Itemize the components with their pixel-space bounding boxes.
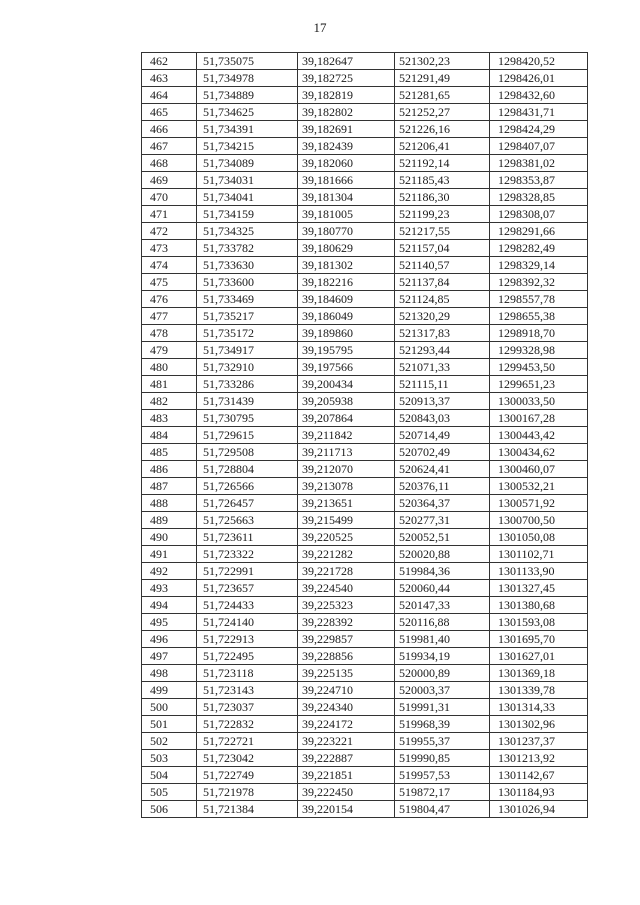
cell-y-coordinate: 1301380,68: [490, 597, 588, 614]
table-row: [142, 478, 588, 495]
cell-latitude: 51,732910: [197, 359, 298, 376]
cell-longitude: 39,213078: [298, 478, 395, 495]
cell-point-number: 485: [142, 444, 197, 461]
cell-y-coordinate: 1298918,70: [490, 325, 588, 342]
cell-point-number: 477: [142, 308, 197, 325]
cell-y-coordinate: 1300167,28: [490, 410, 588, 427]
cell-latitude: 51,723118: [197, 665, 298, 682]
cell-y-coordinate: 1299651,23: [490, 376, 588, 393]
cell-y-coordinate: 1298407,07: [490, 138, 588, 155]
cell-point-number: 497: [142, 648, 197, 665]
cell-y-coordinate: 1298353,87: [490, 172, 588, 189]
cell-longitude: 39,182819: [298, 87, 395, 104]
cell-y-coordinate: 1301133,90: [490, 563, 588, 580]
cell-latitude: 51,721384: [197, 801, 298, 818]
cell-y-coordinate: 1301627,01: [490, 648, 588, 665]
cell-point-number: 495: [142, 614, 197, 631]
cell-latitude: 51,735075: [197, 53, 298, 70]
cell-longitude: 39,228392: [298, 614, 395, 631]
cell-x-coordinate: 521186,30: [395, 189, 490, 206]
cell-latitude: 51,722913: [197, 631, 298, 648]
table-row: [142, 427, 588, 444]
cell-x-coordinate: 519934,19: [395, 648, 490, 665]
cell-latitude: 51,722749: [197, 767, 298, 784]
table-row: [142, 155, 588, 172]
cell-latitude: 51,725663: [197, 512, 298, 529]
cell-x-coordinate: 521071,33: [395, 359, 490, 376]
cell-x-coordinate: 521115,11: [395, 376, 490, 393]
cell-y-coordinate: 1298557,78: [490, 291, 588, 308]
cell-y-coordinate: 1301184,93: [490, 784, 588, 801]
cell-point-number: 503: [142, 750, 197, 767]
cell-latitude: 51,734391: [197, 121, 298, 138]
cell-point-number: 483: [142, 410, 197, 427]
table-row: [142, 750, 588, 767]
cell-latitude: 51,723322: [197, 546, 298, 563]
cell-point-number: 470: [142, 189, 197, 206]
cell-longitude: 39,225323: [298, 597, 395, 614]
table-row: [142, 580, 588, 597]
cell-longitude: 39,195795: [298, 342, 395, 359]
cell-point-number: 501: [142, 716, 197, 733]
cell-point-number: 500: [142, 699, 197, 716]
cell-point-number: 468: [142, 155, 197, 172]
cell-x-coordinate: 520020,88: [395, 546, 490, 563]
cell-longitude: 39,182802: [298, 104, 395, 121]
cell-y-coordinate: 1298420,52: [490, 53, 588, 70]
cell-latitude: 51,735172: [197, 325, 298, 342]
cell-latitude: 51,733630: [197, 257, 298, 274]
cell-y-coordinate: 1300460,07: [490, 461, 588, 478]
cell-x-coordinate: 521206,41: [395, 138, 490, 155]
cell-longitude: 39,223221: [298, 733, 395, 750]
cell-x-coordinate: 521124,85: [395, 291, 490, 308]
table-row: [142, 393, 588, 410]
table-row: [142, 410, 588, 427]
cell-point-number: 498: [142, 665, 197, 682]
table-row: [142, 291, 588, 308]
cell-latitude: 51,733782: [197, 240, 298, 257]
table-row: [142, 699, 588, 716]
cell-point-number: 482: [142, 393, 197, 410]
cell-longitude: 39,224540: [298, 580, 395, 597]
cell-latitude: 51,730795: [197, 410, 298, 427]
cell-latitude: 51,722721: [197, 733, 298, 750]
cell-y-coordinate: 1298282,49: [490, 240, 588, 257]
cell-y-coordinate: 1301369,18: [490, 665, 588, 682]
cell-longitude: 39,224340: [298, 699, 395, 716]
cell-latitude: 51,734325: [197, 223, 298, 240]
table-row: [142, 325, 588, 342]
cell-x-coordinate: 519990,85: [395, 750, 490, 767]
cell-y-coordinate: 1300443,42: [490, 427, 588, 444]
cell-x-coordinate: 519968,39: [395, 716, 490, 733]
page-number: 17: [313, 20, 327, 35]
table-row: [142, 172, 588, 189]
cell-x-coordinate: 521137,84: [395, 274, 490, 291]
cell-latitude: 51,726566: [197, 478, 298, 495]
cell-latitude: 51,724140: [197, 614, 298, 631]
table-row: [142, 563, 588, 580]
cell-longitude: 39,181005: [298, 206, 395, 223]
table-row: [142, 87, 588, 104]
cell-longitude: 39,181302: [298, 257, 395, 274]
table-row: [142, 461, 588, 478]
cell-latitude: 51,734978: [197, 70, 298, 87]
cell-longitude: 39,200434: [298, 376, 395, 393]
table-row: [142, 308, 588, 325]
cell-longitude: 39,221851: [298, 767, 395, 784]
cell-longitude: 39,182439: [298, 138, 395, 155]
cell-x-coordinate: 520714,49: [395, 427, 490, 444]
table-row: [142, 121, 588, 138]
cell-x-coordinate: 520364,37: [395, 495, 490, 512]
cell-longitude: 39,181666: [298, 172, 395, 189]
cell-x-coordinate: 520376,11: [395, 478, 490, 495]
cell-longitude: 39,229857: [298, 631, 395, 648]
cell-y-coordinate: 1300434,62: [490, 444, 588, 461]
cell-point-number: 466: [142, 121, 197, 138]
cell-latitude: 51,734889: [197, 87, 298, 104]
cell-latitude: 51,724433: [197, 597, 298, 614]
cell-longitude: 39,228856: [298, 648, 395, 665]
cell-y-coordinate: 1300532,21: [490, 478, 588, 495]
table-row: [142, 240, 588, 257]
cell-point-number: 467: [142, 138, 197, 155]
cell-y-coordinate: 1299453,50: [490, 359, 588, 376]
cell-longitude: 39,221282: [298, 546, 395, 563]
cell-longitude: 39,182725: [298, 70, 395, 87]
cell-point-number: 493: [142, 580, 197, 597]
table-row: [142, 189, 588, 206]
table-row: [142, 512, 588, 529]
cell-y-coordinate: 1298291,66: [490, 223, 588, 240]
table-row: [142, 767, 588, 784]
cell-longitude: 39,182216: [298, 274, 395, 291]
cell-longitude: 39,211842: [298, 427, 395, 444]
cell-y-coordinate: 1301213,92: [490, 750, 588, 767]
cell-longitude: 39,213651: [298, 495, 395, 512]
cell-latitude: 51,734159: [197, 206, 298, 223]
cell-y-coordinate: 1298432,60: [490, 87, 588, 104]
cell-point-number: 478: [142, 325, 197, 342]
cell-point-number: 489: [142, 512, 197, 529]
cell-latitude: 51,723042: [197, 750, 298, 767]
cell-point-number: 486: [142, 461, 197, 478]
cell-point-number: 472: [142, 223, 197, 240]
cell-point-number: 491: [142, 546, 197, 563]
cell-longitude: 39,182060: [298, 155, 395, 172]
cell-point-number: 499: [142, 682, 197, 699]
cell-point-number: 473: [142, 240, 197, 257]
cell-point-number: 462: [142, 53, 197, 70]
cell-latitude: 51,733286: [197, 376, 298, 393]
cell-longitude: 39,224710: [298, 682, 395, 699]
cell-point-number: 476: [142, 291, 197, 308]
cell-point-number: 504: [142, 767, 197, 784]
cell-point-number: 469: [142, 172, 197, 189]
cell-longitude: 39,222450: [298, 784, 395, 801]
cell-y-coordinate: 1301302,96: [490, 716, 588, 733]
cell-x-coordinate: 521217,55: [395, 223, 490, 240]
cell-longitude: 39,197566: [298, 359, 395, 376]
cell-point-number: 474: [142, 257, 197, 274]
table-row: [142, 529, 588, 546]
table-row: [142, 70, 588, 87]
cell-y-coordinate: 1298424,29: [490, 121, 588, 138]
cell-latitude: 51,728804: [197, 461, 298, 478]
cell-y-coordinate: 1301314,33: [490, 699, 588, 716]
cell-latitude: 51,734041: [197, 189, 298, 206]
table-row: [142, 206, 588, 223]
cell-latitude: 51,729615: [197, 427, 298, 444]
cell-latitude: 51,733600: [197, 274, 298, 291]
cell-point-number: 502: [142, 733, 197, 750]
cell-point-number: 490: [142, 529, 197, 546]
cell-longitude: 39,207864: [298, 410, 395, 427]
cell-y-coordinate: 1301026,94: [490, 801, 588, 818]
cell-y-coordinate: 1298328,85: [490, 189, 588, 206]
cell-y-coordinate: 1298329,14: [490, 257, 588, 274]
cell-latitude: 51,734917: [197, 342, 298, 359]
cell-latitude: 51,729508: [197, 444, 298, 461]
cell-point-number: 484: [142, 427, 197, 444]
table-row: [142, 716, 588, 733]
table-row: [142, 53, 588, 70]
cell-point-number: 506: [142, 801, 197, 818]
cell-y-coordinate: 1300700,50: [490, 512, 588, 529]
cell-longitude: 39,181304: [298, 189, 395, 206]
cell-latitude: 51,734625: [197, 104, 298, 121]
table-row: [142, 682, 588, 699]
cell-point-number: 475: [142, 274, 197, 291]
cell-y-coordinate: 1301102,71: [490, 546, 588, 563]
cell-x-coordinate: 521291,49: [395, 70, 490, 87]
cell-latitude: 51,723143: [197, 682, 298, 699]
cell-x-coordinate: 521157,04: [395, 240, 490, 257]
table-row: [142, 546, 588, 563]
cell-point-number: 480: [142, 359, 197, 376]
cell-longitude: 39,184609: [298, 291, 395, 308]
table-row: [142, 784, 588, 801]
table-row: [142, 138, 588, 155]
cell-latitude: 51,734215: [197, 138, 298, 155]
cell-x-coordinate: 521192,14: [395, 155, 490, 172]
cell-x-coordinate: 521199,23: [395, 206, 490, 223]
cell-point-number: 464: [142, 87, 197, 104]
cell-y-coordinate: 1298431,71: [490, 104, 588, 121]
cell-y-coordinate: 1301695,70: [490, 631, 588, 648]
cell-longitude: 39,182691: [298, 121, 395, 138]
cell-y-coordinate: 1301327,45: [490, 580, 588, 597]
cell-latitude: 51,721978: [197, 784, 298, 801]
cell-longitude: 39,220154: [298, 801, 395, 818]
cell-x-coordinate: 521226,16: [395, 121, 490, 138]
cell-latitude: 51,722832: [197, 716, 298, 733]
cell-longitude: 39,211713: [298, 444, 395, 461]
cell-x-coordinate: 521281,65: [395, 87, 490, 104]
cell-latitude: 51,734031: [197, 172, 298, 189]
table-row: [142, 597, 588, 614]
cell-y-coordinate: 1301050,08: [490, 529, 588, 546]
cell-x-coordinate: 519984,36: [395, 563, 490, 580]
cell-point-number: 488: [142, 495, 197, 512]
cell-x-coordinate: 520277,31: [395, 512, 490, 529]
cell-y-coordinate: 1298655,38: [490, 308, 588, 325]
cell-latitude: 51,731439: [197, 393, 298, 410]
table-row: [142, 444, 588, 461]
cell-longitude: 39,215499: [298, 512, 395, 529]
cell-y-coordinate: 1301142,67: [490, 767, 588, 784]
table-row: [142, 614, 588, 631]
cell-latitude: 51,726457: [197, 495, 298, 512]
cell-point-number: 492: [142, 563, 197, 580]
cell-x-coordinate: 521317,83: [395, 325, 490, 342]
cell-longitude: 39,205938: [298, 393, 395, 410]
cell-x-coordinate: 519981,40: [395, 631, 490, 648]
cell-x-coordinate: 519991,31: [395, 699, 490, 716]
cell-x-coordinate: 521302,23: [395, 53, 490, 70]
cell-point-number: 481: [142, 376, 197, 393]
table-row: [142, 376, 588, 393]
cell-latitude: 51,723037: [197, 699, 298, 716]
coordinates-table: [141, 52, 588, 818]
cell-point-number: 487: [142, 478, 197, 495]
cell-latitude: 51,722991: [197, 563, 298, 580]
cell-x-coordinate: 520913,37: [395, 393, 490, 410]
table-row: [142, 631, 588, 648]
table-row: [142, 733, 588, 750]
cell-x-coordinate: 520003,37: [395, 682, 490, 699]
cell-latitude: 51,733469: [197, 291, 298, 308]
cell-y-coordinate: 1301593,08: [490, 614, 588, 631]
cell-latitude: 51,723657: [197, 580, 298, 597]
table-row: [142, 359, 588, 376]
cell-point-number: 471: [142, 206, 197, 223]
cell-y-coordinate: 1298308,07: [490, 206, 588, 223]
cell-x-coordinate: 520624,41: [395, 461, 490, 478]
cell-point-number: 496: [142, 631, 197, 648]
table-row: [142, 274, 588, 291]
table-row: [142, 104, 588, 121]
table-row: [142, 342, 588, 359]
table-row: [142, 665, 588, 682]
table-row: [142, 801, 588, 818]
cell-x-coordinate: 519957,53: [395, 767, 490, 784]
cell-longitude: 39,224172: [298, 716, 395, 733]
cell-point-number: 505: [142, 784, 197, 801]
table-row: [142, 257, 588, 274]
cell-x-coordinate: 519804,47: [395, 801, 490, 818]
cell-point-number: 463: [142, 70, 197, 87]
cell-x-coordinate: 520000,89: [395, 665, 490, 682]
table-row: [142, 223, 588, 240]
table-row: [142, 495, 588, 512]
cell-x-coordinate: 519872,17: [395, 784, 490, 801]
cell-latitude: 51,734089: [197, 155, 298, 172]
cell-y-coordinate: 1298426,01: [490, 70, 588, 87]
cell-y-coordinate: 1300571,92: [490, 495, 588, 512]
cell-longitude: 39,221728: [298, 563, 395, 580]
cell-y-coordinate: 1301237,37: [490, 733, 588, 750]
cell-longitude: 39,189860: [298, 325, 395, 342]
cell-x-coordinate: 521293,44: [395, 342, 490, 359]
cell-y-coordinate: 1298392,32: [490, 274, 588, 291]
cell-latitude: 51,722495: [197, 648, 298, 665]
cell-x-coordinate: 521252,27: [395, 104, 490, 121]
cell-longitude: 39,180770: [298, 223, 395, 240]
cell-point-number: 465: [142, 104, 197, 121]
cell-y-coordinate: 1298381,02: [490, 155, 588, 172]
cell-y-coordinate: 1300033,50: [490, 393, 588, 410]
cell-x-coordinate: 521320,29: [395, 308, 490, 325]
cell-point-number: 479: [142, 342, 197, 359]
cell-x-coordinate: 520052,51: [395, 529, 490, 546]
cell-latitude: 51,735217: [197, 308, 298, 325]
cell-x-coordinate: 520702,49: [395, 444, 490, 461]
cell-longitude: 39,222887: [298, 750, 395, 767]
cell-x-coordinate: 520116,88: [395, 614, 490, 631]
cell-latitude: 51,723611: [197, 529, 298, 546]
coordinates-table-body: [142, 53, 588, 818]
cell-y-coordinate: 1301339,78: [490, 682, 588, 699]
cell-x-coordinate: 521140,57: [395, 257, 490, 274]
table-row: [142, 648, 588, 665]
cell-longitude: 39,186049: [298, 308, 395, 325]
cell-x-coordinate: 520060,44: [395, 580, 490, 597]
cell-y-coordinate: 1299328,98: [490, 342, 588, 359]
cell-longitude: 39,225135: [298, 665, 395, 682]
cell-x-coordinate: 520843,03: [395, 410, 490, 427]
cell-x-coordinate: 520147,33: [395, 597, 490, 614]
cell-longitude: 39,220525: [298, 529, 395, 546]
cell-longitude: 39,180629: [298, 240, 395, 257]
cell-longitude: 39,212070: [298, 461, 395, 478]
cell-longitude: 39,182647: [298, 53, 395, 70]
cell-x-coordinate: 521185,43: [395, 172, 490, 189]
cell-point-number: 494: [142, 597, 197, 614]
cell-x-coordinate: 519955,37: [395, 733, 490, 750]
